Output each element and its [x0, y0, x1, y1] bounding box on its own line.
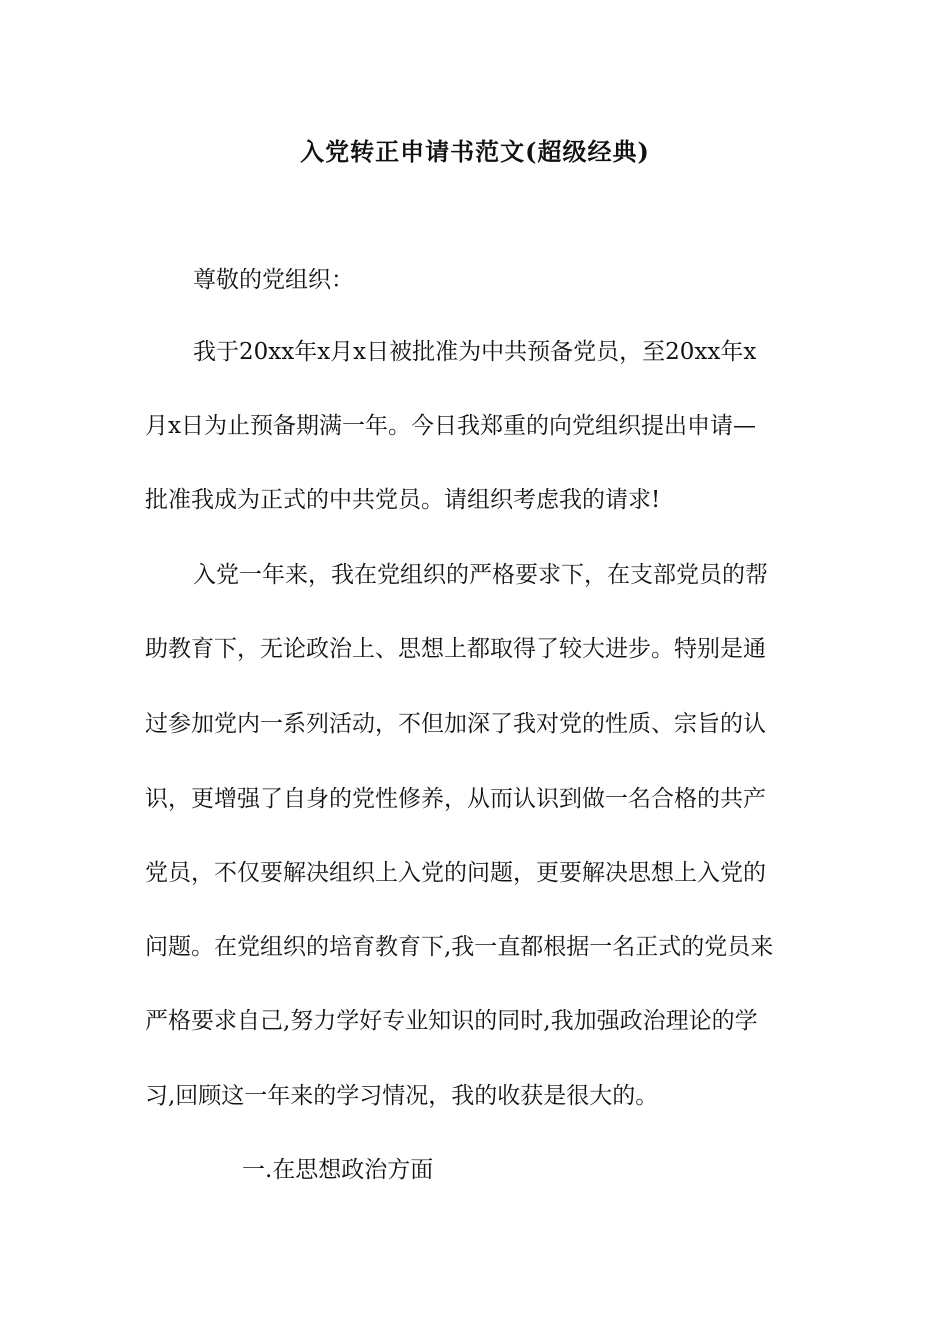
- paragraph-1-line-2: 月x日为止预备期满一年。今日我郑重的向党组织提出申请—: [145, 413, 756, 439]
- paragraph-2-line-8: 习,回顾这一年来的学习情况，我的收获是很大的。: [145, 1083, 659, 1109]
- salutation: 尊敬的党组织：: [193, 267, 354, 293]
- paragraph-2-line-7: 严格要求自己,努力学好专业知识的同时,我加强政治理论的学: [145, 1008, 758, 1034]
- paragraph-1-line-1: 我于20xx年x月x日被批准为中共预备党员，至20xx年x: [193, 339, 757, 365]
- paragraph-2-line-1: 入党一年来，我在党组织的严格要求下，在支部党员的帮: [193, 562, 768, 588]
- paragraph-2-line-4: 识，更增强了自身的党性修养，从而认识到做一名合格的共产: [145, 786, 766, 812]
- paragraph-1-line-3: 批准我成为正式的中共党员。请组织考虑我的请求!: [145, 487, 661, 513]
- paragraph-2-line-5: 党员，不仅要解决组织上入党的问题，更要解决思想上入党的: [145, 860, 766, 886]
- paragraph-2-line-6: 问题。在党组织的培育教育下,我一直都根据一名正式的党员来: [145, 934, 774, 960]
- section-heading: 一.在思想政治方面: [242, 1157, 434, 1183]
- paragraph-2-line-3: 过参加党内一系列活动，不但加深了我对党的性质、宗旨的认: [145, 711, 766, 737]
- paragraph-2-line-2: 助教育下，无论政治上、思想上都取得了较大进步。特别是通: [145, 636, 766, 662]
- document-title: 入党转正申请书范文(超级经典): [300, 137, 650, 166]
